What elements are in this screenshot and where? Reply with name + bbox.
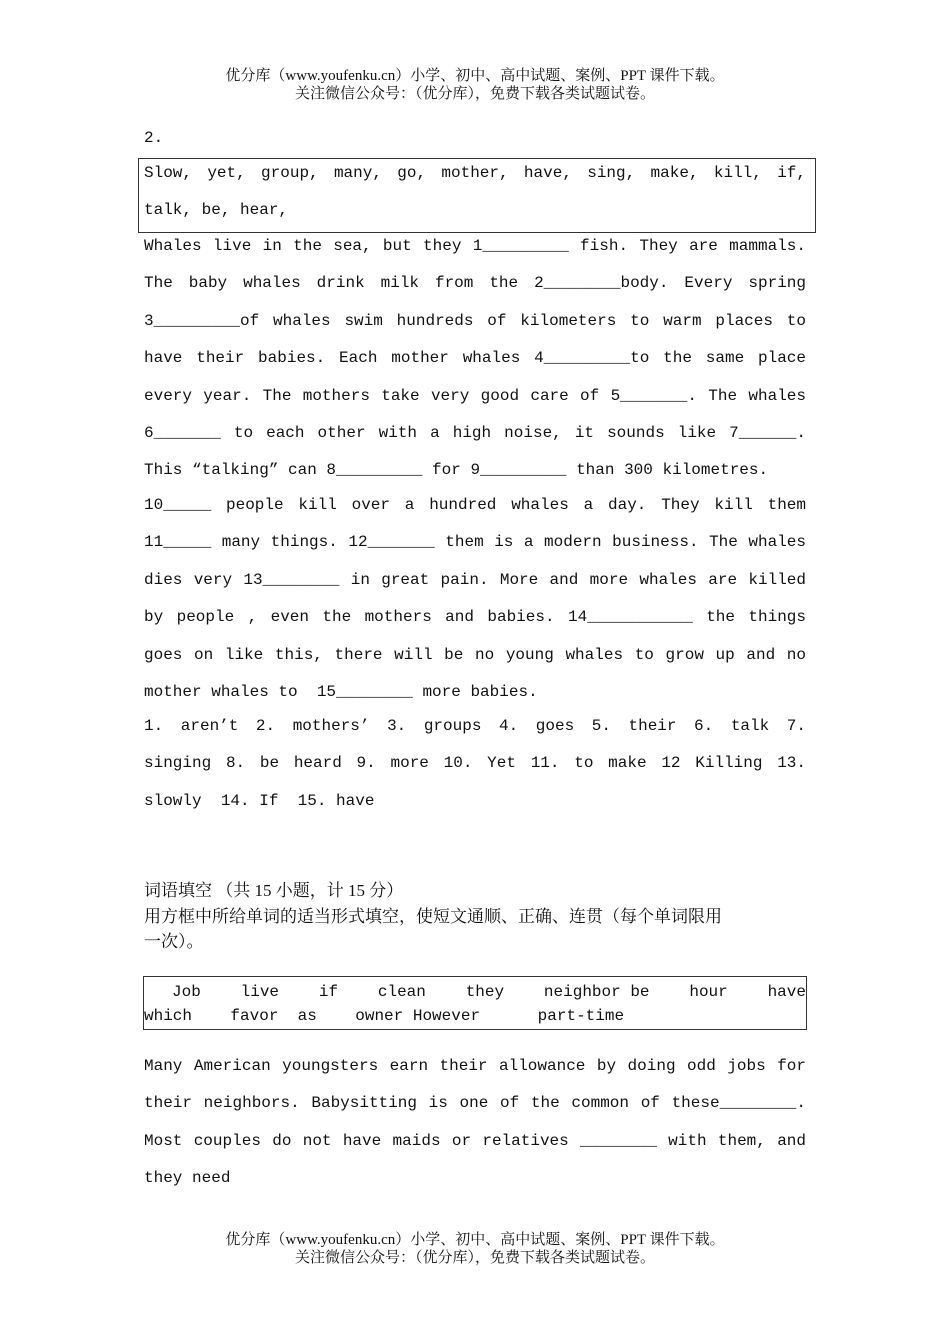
word-box-q3-text bbox=[144, 980, 806, 1028]
q3-passage bbox=[144, 1048, 806, 1198]
passage-line: mother whales to 15________ more babies. bbox=[144, 682, 538, 701]
answer-line: 1. aren’t 2. mothers’ 3. groups 4. goes 5. their 6. talk 7. bbox=[144, 717, 806, 735]
q3-title: 词语填空 （共 15 小题，计 15 分） bbox=[144, 881, 404, 900]
header-line-2: 关注微信公众号：（优分库），免费下载各类试题试卷。 bbox=[294, 86, 655, 102]
q2-passage-2 bbox=[144, 487, 806, 711]
footer-line-2: 关注微信公众号：（优分库），免费下载各类试题试卷。 bbox=[294, 1250, 655, 1266]
passage-line: Most couples do not have maids or relatives ________ with them, and bbox=[144, 1131, 806, 1150]
q2-passage bbox=[144, 228, 806, 490]
word-item: have bbox=[767, 983, 806, 1001]
word-item: neighbor be bbox=[543, 983, 650, 1001]
passage-line: Whales live in the sea, but they 1_________ fish. They are mammals. bbox=[144, 237, 806, 255]
passage-line: Many American youngsters earn their allowance by doing odd jobs for bbox=[144, 1057, 806, 1075]
passage-line: by people , even the mothers and babies. 14___________ the things bbox=[144, 608, 806, 627]
word-item: Job bbox=[172, 983, 201, 1001]
answer-line: singing 8. be heard 9. more 10. Yet 11. to make 12 Killing 13. bbox=[144, 754, 806, 773]
passage-line: goes on like this, there will be no young whales to grow up and no bbox=[144, 645, 806, 664]
passage-line: This “talking” can 8_________ for 9_________ than 300 kilometres. bbox=[144, 461, 769, 480]
passage-line: their neighbors. Babysitting is one of the common of these________. bbox=[144, 1094, 806, 1113]
q3-instruction bbox=[144, 904, 806, 954]
passage-line: The baby whales drink milk from the 2________body. Every spring bbox=[144, 274, 806, 293]
header-line-1: 优分库（www.youfenku.cn）小学、初中、高中试题、案例、PPT 课件下载。 bbox=[225, 68, 725, 84]
passage-line: have their babies. Each mother whales 4_________to the same place bbox=[144, 349, 806, 368]
word-box-q3-row bbox=[144, 980, 806, 1004]
instruction-line: 用方框中所给单词的适当形式填空，使短文通顺、正确、连贯（每个单词限用 bbox=[144, 907, 722, 926]
word-item: they bbox=[465, 983, 505, 1001]
page-footer bbox=[0, 1231, 950, 1267]
footer-line-1: 优分库（www.youfenku.cn）小学、初中、高中试题、案例、PPT 课件下载。 bbox=[225, 1232, 725, 1248]
word-box-line: talk, be, hear, bbox=[144, 201, 289, 220]
passage-line: they need bbox=[144, 1169, 231, 1188]
passage-line: 10_____ people kill over a hundred whales a day. They kill them bbox=[144, 496, 806, 514]
answer-line: slowly 14. If 15. have bbox=[144, 791, 375, 810]
word-box-q2-text bbox=[144, 155, 806, 230]
passage-line: dies very 13________ in great pain. More and more whales are killed bbox=[144, 570, 806, 589]
q2-answers bbox=[144, 708, 806, 820]
question-number: 2. bbox=[144, 129, 164, 147]
word-item: clean bbox=[377, 983, 426, 1001]
passage-line: every year. The mothers take very good care of 5_______. The whales bbox=[144, 386, 806, 405]
passage-line: 3_________of whales swim hundreds of kilometers to warm places to bbox=[144, 311, 806, 330]
instruction-line: 一次）。 bbox=[144, 932, 204, 951]
word-box-line: Slow, yet, group, many, go, mother, have, sing, make, kill, if, bbox=[144, 164, 806, 182]
word-item: live bbox=[240, 983, 280, 1001]
word-item: hour bbox=[689, 983, 728, 1001]
word-item: if bbox=[318, 983, 339, 1001]
passage-line: 11_____ many things. 12_______ them is a modern business. The whales bbox=[144, 533, 806, 552]
passage-line: 6_______ to each other with a high noise, it sounds like 7______. bbox=[144, 423, 806, 442]
page-header bbox=[0, 67, 950, 103]
word-box-q3-row-2: which favor as owner However part-time bbox=[144, 1007, 625, 1025]
